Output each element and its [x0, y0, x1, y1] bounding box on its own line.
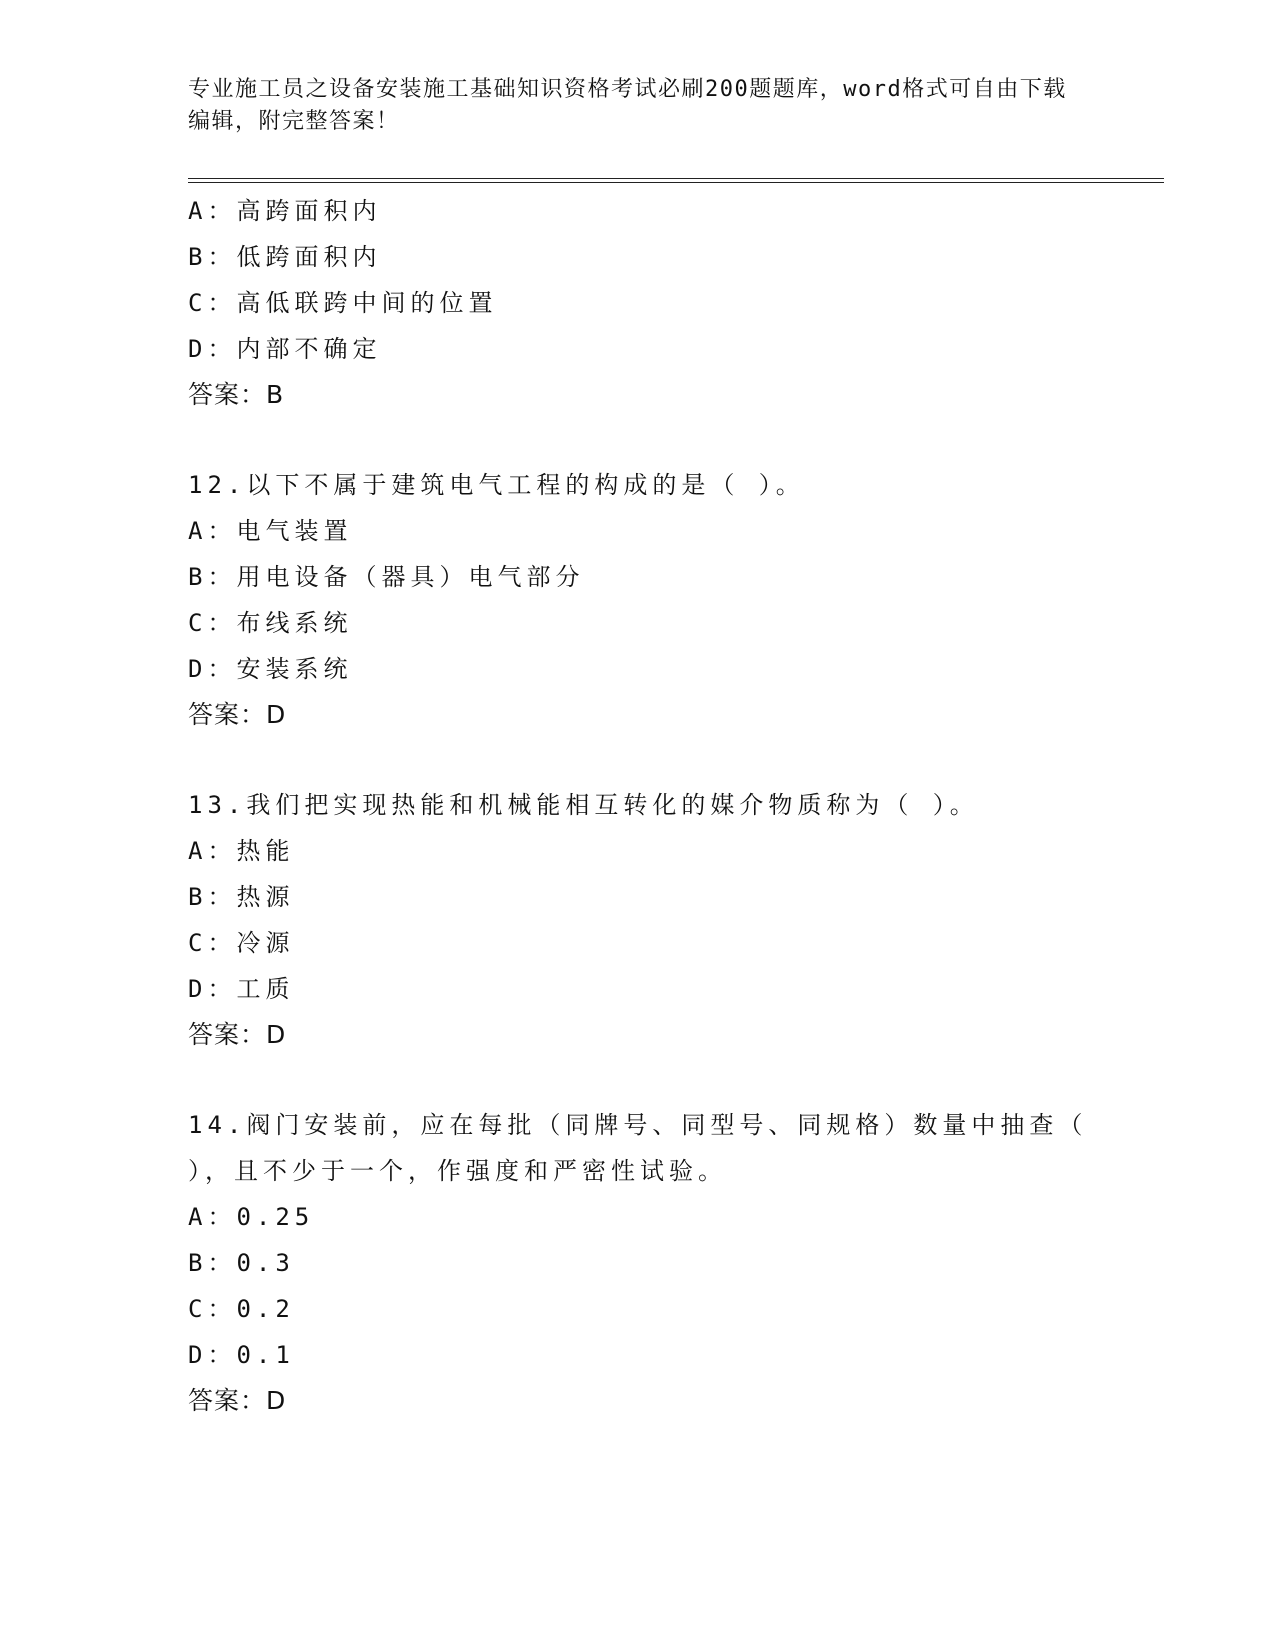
option-a: A：高跨面积内	[188, 197, 382, 225]
option-a: A：电气装置	[188, 517, 353, 545]
option-d: D：安装系统	[188, 655, 353, 683]
option-c: C：高低联跨中间的位置	[188, 289, 498, 317]
question-text: 14.阀门安装前，应在每批（同牌号、同型号、同规格）数量中抽查（ ），且不少于一个，作强度和严密性试验。	[188, 1111, 1088, 1185]
option-c: C：冷源	[188, 929, 295, 957]
option-d: D：工质	[188, 975, 295, 1003]
option-d: D：内部不确定	[188, 335, 382, 363]
option-c: C：0.2	[188, 1295, 295, 1323]
spacer	[188, 418, 1088, 462]
option-b: B：0.3	[188, 1249, 295, 1277]
question-text: 12.以下不属于建筑电气工程的构成的是（ ）。	[188, 471, 805, 499]
option-a: A：0.25	[188, 1203, 315, 1231]
question-13	[188, 782, 1088, 1058]
option-d: D：0.1	[188, 1341, 295, 1369]
option-b: B：热源	[188, 883, 295, 911]
document-title: 专业施工员之设备安装施工基础知识资格考试必刷200题题库，word格式可自由下载编辑，附完整答案！	[188, 77, 1067, 134]
answer-line: 答案：D	[188, 1020, 287, 1049]
question-list	[188, 188, 1088, 1424]
question-14	[188, 1102, 1088, 1424]
option-b: B：低跨面积内	[188, 243, 382, 271]
spacer	[188, 1058, 1088, 1102]
option-b: B：用电设备（器具）电气部分	[188, 563, 585, 591]
document-header	[188, 74, 1088, 138]
spacer	[188, 738, 1088, 782]
question-12	[188, 462, 1088, 738]
answer-line: 答案：B	[188, 380, 285, 409]
option-a: A：热能	[188, 837, 295, 865]
answer-line: 答案：D	[188, 1386, 287, 1415]
question-text: 13.我们把实现热能和机械能相互转化的媒介物质称为（ ）。	[188, 791, 979, 819]
question-partial	[188, 188, 1088, 418]
answer-line: 答案：D	[188, 700, 287, 729]
header-divider	[188, 178, 1164, 183]
option-c: C：布线系统	[188, 609, 353, 637]
